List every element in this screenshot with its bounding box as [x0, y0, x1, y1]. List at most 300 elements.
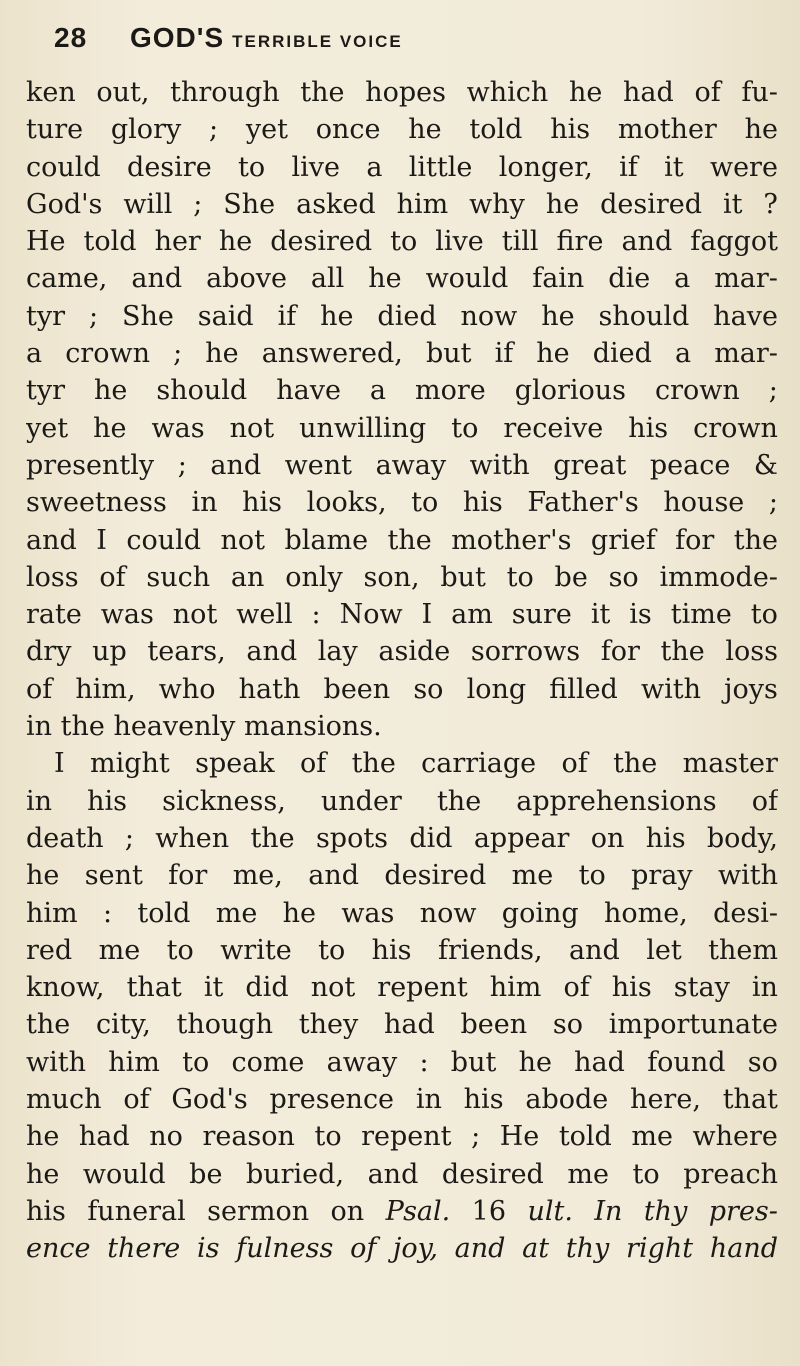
word: to [632, 1158, 660, 1190]
word: but [440, 561, 486, 593]
word: would [82, 1158, 166, 1190]
word: so [747, 1046, 778, 1078]
text-line [26, 484, 778, 521]
word: it [203, 972, 224, 1004]
word: his [371, 934, 412, 966]
word: speak [195, 748, 275, 780]
word: of [123, 1084, 150, 1116]
word: who [158, 673, 216, 705]
word: so [552, 1009, 583, 1041]
word: In [594, 1195, 623, 1227]
word: his [628, 412, 669, 444]
word: She [223, 188, 276, 220]
word: his [87, 785, 128, 817]
word: had [78, 1121, 130, 1153]
word: his [611, 972, 652, 1004]
word: joys [724, 673, 778, 705]
word: under [320, 785, 402, 817]
word: his [463, 1084, 504, 1116]
word: he [26, 1121, 60, 1153]
word: importunate [608, 1009, 778, 1041]
word: him [396, 188, 449, 220]
word: though [176, 1009, 274, 1041]
word: ult. [527, 1195, 573, 1227]
word: he [218, 226, 253, 258]
word: glorious [514, 375, 626, 407]
word: that [722, 1084, 778, 1116]
word: he [518, 1046, 552, 1078]
word: he [205, 338, 239, 370]
word: did [409, 822, 453, 854]
word: mansions. [244, 711, 382, 743]
text-line [26, 895, 778, 932]
word: told [469, 114, 523, 146]
word: once [315, 114, 381, 146]
word: for [675, 524, 715, 556]
word: they [298, 1009, 359, 1041]
word: God's [26, 188, 103, 220]
word: abode [525, 1084, 609, 1116]
word: the [733, 524, 778, 556]
word: body, [706, 822, 778, 854]
word: desired [270, 226, 373, 258]
word: home, [603, 897, 688, 929]
word: loss [26, 561, 79, 593]
word: appear [473, 822, 570, 854]
word: He [499, 1121, 540, 1153]
word: mother's [451, 524, 572, 556]
word: answered, [261, 338, 403, 370]
running-title-rest: TERRIBLE VOICE [232, 32, 403, 51]
word: ? [763, 188, 778, 220]
text-line [26, 1118, 778, 1155]
word: not [310, 972, 356, 1004]
word: hopes [365, 77, 446, 108]
word: presently [26, 449, 155, 481]
word: hath [238, 673, 301, 705]
word: was [341, 897, 395, 929]
word: did [245, 972, 289, 1004]
text-line [26, 1193, 778, 1230]
word: tears, [147, 636, 226, 668]
word: told [558, 1121, 612, 1153]
word: till [501, 226, 539, 258]
word: he [545, 188, 580, 220]
word: in [415, 1084, 442, 1116]
word: write [220, 934, 292, 966]
word: which [466, 77, 549, 108]
word: filled [549, 673, 618, 705]
word: peace [649, 449, 731, 481]
word: to [318, 934, 346, 966]
word: to [411, 487, 439, 519]
word: 16 [471, 1195, 507, 1227]
word: on [330, 1195, 365, 1227]
word: buried, [245, 1158, 345, 1190]
text-line [26, 969, 778, 1006]
word: he [368, 263, 402, 295]
word: that [126, 972, 182, 1004]
text-line [26, 149, 778, 186]
word: me [567, 1158, 609, 1190]
word: why [469, 188, 525, 220]
word: sorrows [470, 636, 581, 668]
word: grief [590, 524, 656, 556]
word: joy, [393, 1233, 438, 1265]
word: blame [284, 524, 369, 556]
text-line [26, 223, 778, 260]
word: of [300, 748, 327, 780]
word: time [670, 599, 732, 631]
word: pres- [708, 1195, 778, 1227]
running-title: GOD'S [130, 22, 225, 53]
word: him, [75, 673, 136, 705]
word: with [717, 860, 778, 892]
word: to [578, 860, 606, 892]
word: he [408, 114, 442, 146]
word: and [308, 860, 359, 892]
word: looks, [306, 487, 387, 519]
word: ; [768, 375, 778, 407]
word: had [574, 1046, 625, 1078]
word: ; [471, 1121, 481, 1153]
word: funeral [87, 1195, 186, 1227]
word: but [450, 1046, 497, 1078]
word: sermon [207, 1195, 310, 1227]
word: only [285, 561, 343, 593]
word: were [709, 151, 778, 183]
text-line [26, 522, 778, 559]
word: the [613, 748, 658, 780]
word: fire [556, 226, 604, 258]
word: long [466, 673, 527, 705]
text-line [26, 633, 778, 670]
word: going [501, 897, 579, 929]
word: more [415, 375, 486, 407]
word: ; [768, 487, 778, 519]
word: the [351, 748, 396, 780]
word: been [460, 1009, 528, 1041]
word: am [451, 599, 493, 631]
word: me [631, 1121, 673, 1153]
word: : [311, 599, 321, 631]
text-line [26, 820, 778, 857]
word: died [377, 300, 437, 332]
word: and [569, 934, 620, 966]
word: apprehensions [516, 785, 717, 817]
word: ken [26, 77, 76, 108]
word: of [561, 748, 588, 780]
word: the [250, 822, 295, 854]
body-text [26, 74, 778, 1268]
word: me, [232, 860, 283, 892]
word: ; [88, 300, 99, 332]
text-line [26, 186, 778, 223]
word: great [553, 449, 627, 481]
word: sickness, [162, 785, 286, 817]
word: She [121, 300, 174, 332]
word: desired [441, 1158, 544, 1190]
word: died [592, 338, 652, 370]
word: him [108, 1046, 160, 1078]
word: it [590, 599, 611, 631]
word: ; [177, 449, 187, 481]
text-line [26, 298, 778, 335]
word: is [197, 1233, 220, 1265]
text-line [26, 74, 778, 111]
word: to [166, 934, 194, 966]
word: was [100, 599, 154, 631]
word: spots [315, 822, 389, 854]
word: be [554, 561, 588, 593]
word: and [454, 1233, 506, 1265]
word: little [408, 151, 473, 183]
word: went [284, 449, 353, 481]
word: found [647, 1046, 726, 1078]
word: Father's [527, 487, 639, 519]
word: he [282, 897, 316, 929]
text-line [26, 410, 778, 447]
word: through [170, 77, 280, 108]
word: know, [26, 972, 105, 1004]
word: a [369, 375, 387, 407]
word: he [536, 338, 570, 370]
word: came, [26, 263, 108, 295]
word: thy [643, 1195, 688, 1227]
word: red [26, 934, 73, 966]
word: I [96, 524, 107, 556]
word: him [489, 972, 542, 1004]
word: house [663, 487, 745, 519]
word: it [723, 188, 743, 220]
word: of [99, 561, 126, 593]
word: longer, [498, 151, 593, 183]
word: should [156, 375, 248, 407]
text-line [26, 111, 778, 148]
word: carriage [421, 748, 537, 780]
word: God's [171, 1084, 248, 1116]
text-line [26, 857, 778, 894]
word: to [314, 1121, 342, 1153]
word: is [629, 599, 652, 631]
word: here, [630, 1084, 701, 1116]
word: would [425, 263, 509, 295]
word: asked [296, 188, 376, 220]
word: told [83, 226, 137, 258]
word: with [469, 449, 530, 481]
word: a [674, 263, 691, 295]
word: the [60, 711, 105, 743]
word: mar- [714, 263, 778, 295]
word: sent [84, 860, 143, 892]
word: mother [617, 114, 717, 146]
word: he [568, 77, 603, 108]
word: : [419, 1046, 429, 1078]
word: Psal. [385, 1195, 451, 1227]
word: to [390, 226, 418, 258]
word: her [154, 226, 201, 258]
word: desi- [713, 897, 778, 929]
text-line [26, 1230, 778, 1267]
word: receive [503, 412, 604, 444]
word: a [675, 338, 692, 370]
word: he [541, 300, 575, 332]
word: friends, [437, 934, 543, 966]
word: in [26, 785, 53, 817]
word: should [598, 300, 690, 332]
word: sure [511, 599, 572, 631]
running-head [26, 22, 778, 68]
word: his [26, 1195, 66, 1227]
word: ; [124, 822, 134, 854]
word: aside [378, 636, 451, 668]
word: his [462, 487, 503, 519]
word: if [619, 151, 638, 183]
word: him [26, 897, 78, 929]
word: at [522, 1233, 550, 1265]
word: reason [202, 1121, 295, 1153]
word: desired [384, 860, 487, 892]
word: and [621, 226, 673, 258]
text-line [26, 932, 778, 969]
word: crown [655, 375, 740, 407]
word: above [206, 263, 287, 295]
word: of [751, 785, 778, 817]
word: but [425, 338, 472, 370]
text-line [26, 1044, 778, 1081]
word: a [26, 338, 43, 370]
word: to [750, 599, 778, 631]
word: yet [245, 114, 288, 146]
word: so [608, 561, 639, 593]
word: there [107, 1233, 181, 1265]
word: ; [173, 338, 183, 370]
word: fulness [236, 1233, 334, 1265]
word: ; [193, 188, 203, 220]
word: he [26, 1158, 60, 1190]
word: he [744, 114, 778, 146]
word: to [506, 561, 534, 593]
text-line [26, 1156, 778, 1193]
word: loss [725, 636, 778, 668]
word: was [151, 412, 205, 444]
word: fu- [741, 77, 778, 108]
word: Now [339, 599, 403, 631]
word: die [608, 263, 651, 295]
word: immode- [659, 561, 778, 593]
word: desired [600, 188, 703, 220]
word: and [210, 449, 262, 481]
word: ture [26, 114, 84, 146]
word: so [413, 673, 444, 705]
word: come [231, 1046, 305, 1078]
word: had [623, 77, 674, 108]
word: stay [673, 972, 730, 1004]
word: unwilling [299, 412, 427, 444]
word: me [98, 934, 141, 966]
word: been [323, 673, 391, 705]
word: to [451, 412, 479, 444]
word: up [92, 636, 127, 668]
word: death [26, 822, 104, 854]
word: the [387, 524, 432, 556]
page-number: 28 [54, 22, 88, 53]
word: of [563, 972, 590, 1004]
word: not [229, 412, 275, 444]
text-line [26, 596, 778, 633]
word: not [220, 524, 265, 556]
word: fain [532, 263, 585, 295]
word: away [326, 1046, 398, 1078]
word: had [384, 1009, 435, 1041]
word: of [350, 1233, 377, 1265]
word: have [276, 375, 341, 407]
text-line [26, 372, 778, 409]
word: I [421, 599, 433, 631]
word: crown [65, 338, 150, 370]
word: and [367, 1158, 419, 1190]
word: sweetness [26, 487, 167, 519]
word: to [238, 151, 266, 183]
word: pray [631, 860, 693, 892]
word: ence [26, 1233, 91, 1265]
word: I [54, 748, 65, 780]
word: in [26, 711, 53, 743]
word: live [291, 151, 340, 183]
word: in [751, 972, 778, 1004]
word: desire [127, 151, 212, 183]
word: let [646, 934, 682, 966]
text-line [26, 1081, 778, 1118]
word: his [645, 822, 686, 854]
word: and [246, 636, 298, 668]
word: not [172, 599, 218, 631]
word: could [26, 151, 101, 183]
word: all [310, 263, 345, 295]
word: me [511, 860, 554, 892]
word: rate [26, 599, 82, 631]
word: dry [26, 636, 72, 668]
word: such [146, 561, 211, 593]
word: he [320, 300, 354, 332]
word: it [664, 151, 684, 183]
word: them [708, 934, 778, 966]
word: preach [683, 1158, 778, 1190]
word: much [26, 1084, 102, 1116]
word: thy [565, 1233, 610, 1265]
word: he [93, 412, 127, 444]
word: if [494, 338, 514, 370]
word: for [600, 636, 640, 668]
text-line [26, 783, 778, 820]
word: and [131, 263, 183, 295]
word: right [626, 1233, 694, 1265]
word: me [215, 897, 258, 929]
word: glory [110, 114, 182, 146]
word: where [692, 1121, 778, 1153]
text-line [26, 745, 778, 782]
word: when [155, 822, 230, 854]
word: his [242, 487, 282, 519]
word: might [90, 748, 170, 780]
word: out, [96, 77, 150, 108]
word: master [682, 748, 778, 780]
word: repent [361, 1121, 452, 1153]
word: with [640, 673, 701, 705]
word: presence [269, 1084, 395, 1116]
word: : [102, 897, 113, 929]
word: be [189, 1158, 223, 1190]
